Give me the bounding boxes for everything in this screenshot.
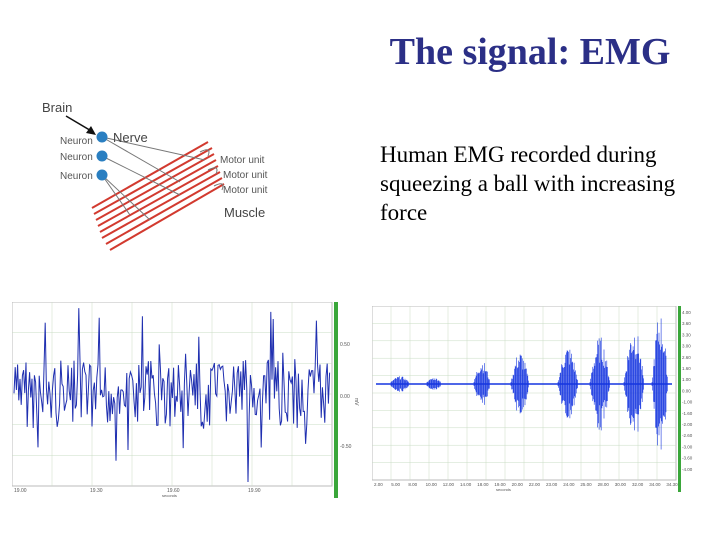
y-tick-label: -2.60 [682, 433, 693, 439]
x-tick-label: 32.00 [632, 482, 644, 487]
slide-title: The signal: EMG [389, 31, 671, 73]
x-tick-labels [374, 482, 678, 487]
x-tick-label: 19.90 [248, 488, 261, 494]
x-tick-label: 2.00 [374, 482, 383, 487]
motor-unit-label: Motor unit [223, 170, 268, 181]
neuron-label: Neuron [60, 171, 93, 182]
y-tick-label: 1.60 [682, 366, 691, 371]
motor-unit-diagram [30, 90, 320, 260]
x-tick-label: 12.00 [442, 482, 455, 487]
brain-label: Brain [42, 100, 73, 115]
plot-marker-bar [334, 302, 338, 498]
y-tick-label: 3.60 [682, 321, 691, 327]
x-tick-label: 5.00 [391, 482, 400, 487]
y-tick-label: -2.00 [682, 422, 693, 427]
x-tick-label: 23.00 [546, 482, 558, 487]
y-unit-label: mV [353, 398, 359, 406]
y-tick-label: 4.00 [682, 310, 691, 315]
y-tick-label: -3.60 [682, 455, 693, 461]
x-axis-label: seconds [162, 493, 177, 498]
x-tick-label: 30.00 [614, 482, 627, 487]
x-tick-label: 20.00 [511, 482, 523, 487]
muscle-label: Muscle [224, 205, 266, 220]
y-tick-label: 0.00 [682, 388, 691, 394]
x-tick-label: 14.00 [460, 482, 472, 487]
y-tick-label: 0.50 [340, 342, 350, 348]
x-tick-label: 28.00 [597, 482, 609, 487]
motor-unit-label: Motor unit [220, 155, 265, 166]
muscle-fibers [92, 142, 224, 250]
y-tick-label: -0.50 [340, 444, 352, 450]
y-tick-label: -1.60 [682, 410, 693, 416]
y-tick-label: -1.00 [682, 399, 693, 405]
slide-description: Human EMG recorded during squeezing a ball with increasing force [380, 142, 676, 225]
y-tick-label: 0.00 [340, 394, 350, 400]
neuron-dot [97, 151, 108, 162]
y-tick-label: 1.00 [682, 377, 691, 383]
motor-unit-label: Motor unit [223, 185, 268, 196]
neuron-label: Neuron [60, 152, 93, 163]
y-tick-label: 2.60 [682, 354, 691, 360]
y-tick-labels [682, 310, 693, 472]
x-tick-label: 34.00 [649, 482, 661, 487]
neuron-dot [97, 132, 108, 143]
y-tick-label: 3.00 [682, 343, 691, 349]
x-tick-label: 19.00 [14, 488, 27, 494]
arrow-head-icon [86, 126, 96, 135]
x-tick-label: 25.00 [580, 482, 592, 487]
plot-marker-bar [678, 306, 681, 492]
emg-plot-zoomed [12, 302, 368, 498]
y-tick-label: -4.00 [682, 466, 693, 472]
neuron-label: Neuron [60, 136, 93, 147]
x-tick-label: 22.00 [528, 482, 541, 487]
x-tick-label: 19.00 [494, 482, 506, 487]
neuron-dot [97, 170, 108, 181]
y-tick-label: 3.30 [682, 332, 691, 338]
x-tick-label: 19.30 [90, 488, 103, 494]
x-tick-label: 10.00 [425, 482, 437, 487]
y-tick-label: -3.00 [682, 444, 693, 450]
nerve-label: Nerve [113, 130, 148, 145]
x-tick-label: 18.00 [477, 482, 489, 487]
x-tick-label: 19.60 [167, 488, 180, 494]
x-tick-label: 24.00 [563, 482, 575, 487]
x-tick-label: 34.30 [666, 482, 678, 487]
x-axis-label: seconds [496, 487, 511, 492]
emg-plot-full [372, 306, 698, 492]
x-tick-label: 8.00 [408, 482, 418, 487]
